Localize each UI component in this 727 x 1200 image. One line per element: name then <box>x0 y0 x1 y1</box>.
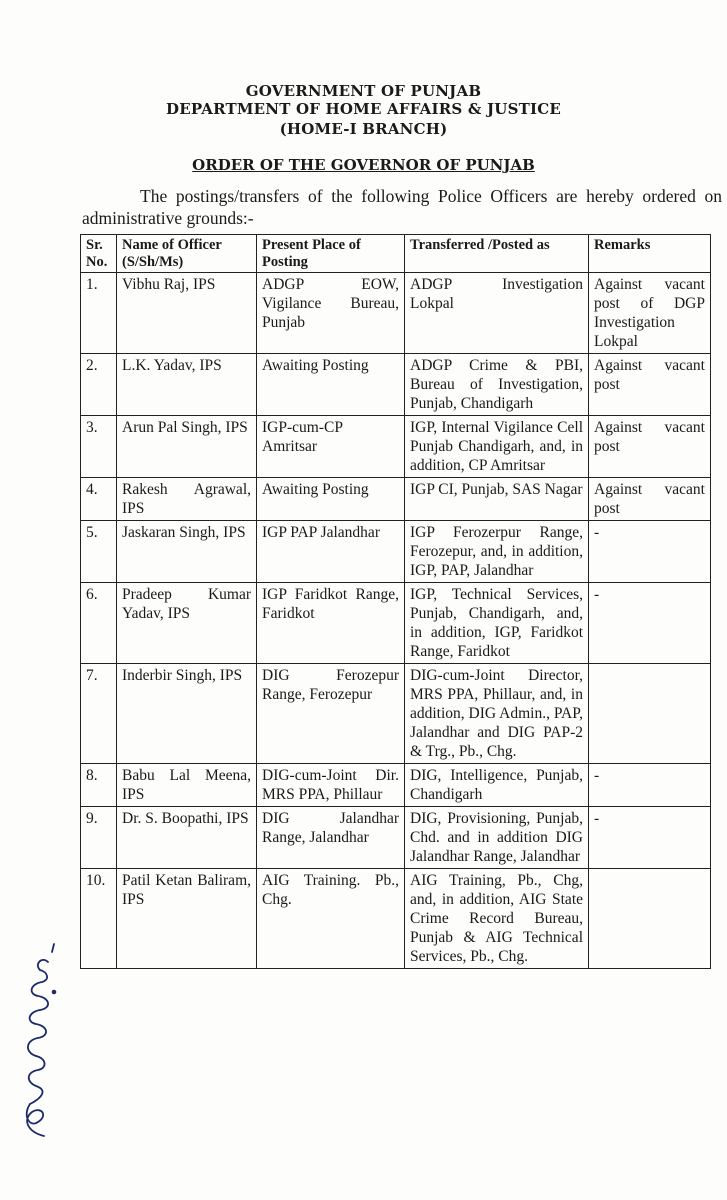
cell-sr-no: 4. <box>81 478 117 521</box>
cell-officer-name: Rakesh Agrawal, IPS <box>117 478 257 521</box>
cell-present-posting: DIG-cum-Joint Dir. MRS PPA, Phillaur <box>257 764 405 807</box>
table-row <box>81 416 711 478</box>
cell-transferred-as: IGP CI, Punjab, SAS Nagar <box>405 478 589 521</box>
table-row <box>81 273 711 354</box>
table-row <box>81 764 711 807</box>
cell-remarks: - <box>589 583 711 664</box>
cell-sr-no: 6. <box>81 583 117 664</box>
handwritten-signature <box>8 940 64 1140</box>
header-transferred-as: Transferred /Posted as <box>405 235 589 273</box>
cell-present-posting: IGP-cum-CP Amritsar <box>257 416 405 478</box>
cell-present-posting: Awaiting Posting <box>257 478 405 521</box>
header-sr-no: Sr. No. <box>81 235 117 273</box>
header-remarks: Remarks <box>589 235 711 273</box>
cell-transferred-as: DIG, Intelligence, Punjab, Chandigarh <box>405 764 589 807</box>
cell-transferred-as: IGP, Technical Services, Punjab, Chandigarh, and, in addition, IGP, Faridkot Range, Faridkot <box>405 583 589 664</box>
cell-officer-name: Jaskaran Singh, IPS <box>117 521 257 583</box>
cell-transferred-as: IGP, Internal Vigilance Cell Punjab Chandigarh, and, in addition, CP Amritsar <box>405 416 589 478</box>
cell-remarks <box>589 664 711 764</box>
cell-transferred-as: DIG-cum-Joint Director, MRS PPA, Phillaur, and, in addition, DIG Admin., PAP, Jalandhar and DIG PAP-2 & Trg., Pb., Chg. <box>405 664 589 764</box>
cell-transferred-as: ADGP Investigation Lokpal <box>405 273 589 354</box>
table-row <box>81 664 711 764</box>
cell-present-posting: ADGP EOW, Vigilance Bureau, Punjab <box>257 273 405 354</box>
cell-transferred-as: AIG Training, Pb., Chg, and, in addition, AIG State Crime Record Bureau, Punjab & AIG Technical Services, Pb., Chg. <box>405 869 589 969</box>
order-title-text: ORDER OF THE GOVERNOR OF PUNJAB <box>192 156 535 174</box>
table-row <box>81 807 711 869</box>
header-present-posting: Present Place of Posting <box>257 235 405 273</box>
cell-officer-name: Inderbir Singh, IPS <box>117 664 257 764</box>
cell-officer-name: Arun Pal Singh, IPS <box>117 416 257 478</box>
table-row <box>81 583 711 664</box>
table-row <box>81 478 711 521</box>
cell-present-posting: AIG Training. Pb., Chg. <box>257 869 405 969</box>
cell-sr-no: 8. <box>81 764 117 807</box>
header-government: GOVERNMENT OF PUNJAB <box>245 82 482 100</box>
header-name-of-officer: Name of Officer (S/Sh/Ms) <box>117 235 257 273</box>
table-row <box>81 521 711 583</box>
cell-present-posting: IGP PAP Jalandhar <box>257 521 405 583</box>
cell-remarks: - <box>589 764 711 807</box>
cell-officer-name: Vibhu Raj, IPS <box>117 273 257 354</box>
cell-remarks: Against vacant post <box>589 354 711 416</box>
cell-officer-name: Babu Lal Meena, IPS <box>117 764 257 807</box>
cell-officer-name: Patil Ketan Baliram, IPS <box>117 869 257 969</box>
cell-sr-no: 1. <box>81 273 117 354</box>
cell-present-posting: Awaiting Posting <box>257 354 405 416</box>
cell-remarks: Against vacant post of DGP Investigation Lokpal <box>589 273 711 354</box>
cell-remarks <box>589 869 711 969</box>
cell-transferred-as: ADGP Crime & PBI, Bureau of Investigation, Punjab, Chandigarh <box>405 354 589 416</box>
order-title <box>0 156 727 174</box>
cell-sr-no: 9. <box>81 807 117 869</box>
header-branch: (HOME-I BRANCH) <box>279 120 448 138</box>
header-department: DEPARTMENT OF HOME AFFAIRS & JUSTICE <box>166 100 561 118</box>
cell-officer-name: Pradeep Kumar Yadav, IPS <box>117 583 257 664</box>
cell-transferred-as: IGP Ferozerpur Range, Ferozepur, and, in addition, IGP, PAP, Jalandhar <box>405 521 589 583</box>
table-row <box>81 869 711 969</box>
cell-present-posting: IGP Faridkot Range, Faridkot <box>257 583 405 664</box>
cell-present-posting: DIG Ferozepur Range, Ferozepur <box>257 664 405 764</box>
table-row <box>81 354 711 416</box>
cell-sr-no: 10. <box>81 869 117 969</box>
cell-present-posting: DIG Jalandhar Range, Jalandhar <box>257 807 405 869</box>
table-header-row <box>81 235 711 273</box>
cell-transferred-as: DIG, Provisioning, Punjab, Chd. and in addition DIG Jalandhar Range, Jalandhar <box>405 807 589 869</box>
cell-sr-no: 2. <box>81 354 117 416</box>
cell-officer-name: Dr. S. Boopathi, IPS <box>117 807 257 869</box>
cell-sr-no: 3. <box>81 416 117 478</box>
cell-remarks: Against vacant post <box>589 478 711 521</box>
cell-sr-no: 5. <box>81 521 117 583</box>
postings-table <box>80 234 711 969</box>
cell-remarks: - <box>589 521 711 583</box>
intro-paragraph: The postings/transfers of the following Police Officers are hereby ordered on administrative grounds:- <box>82 186 722 228</box>
cell-remarks: Against vacant post <box>589 416 711 478</box>
cell-remarks: - <box>589 807 711 869</box>
cell-sr-no: 7. <box>81 664 117 764</box>
cell-officer-name: L.K. Yadav, IPS <box>117 354 257 416</box>
